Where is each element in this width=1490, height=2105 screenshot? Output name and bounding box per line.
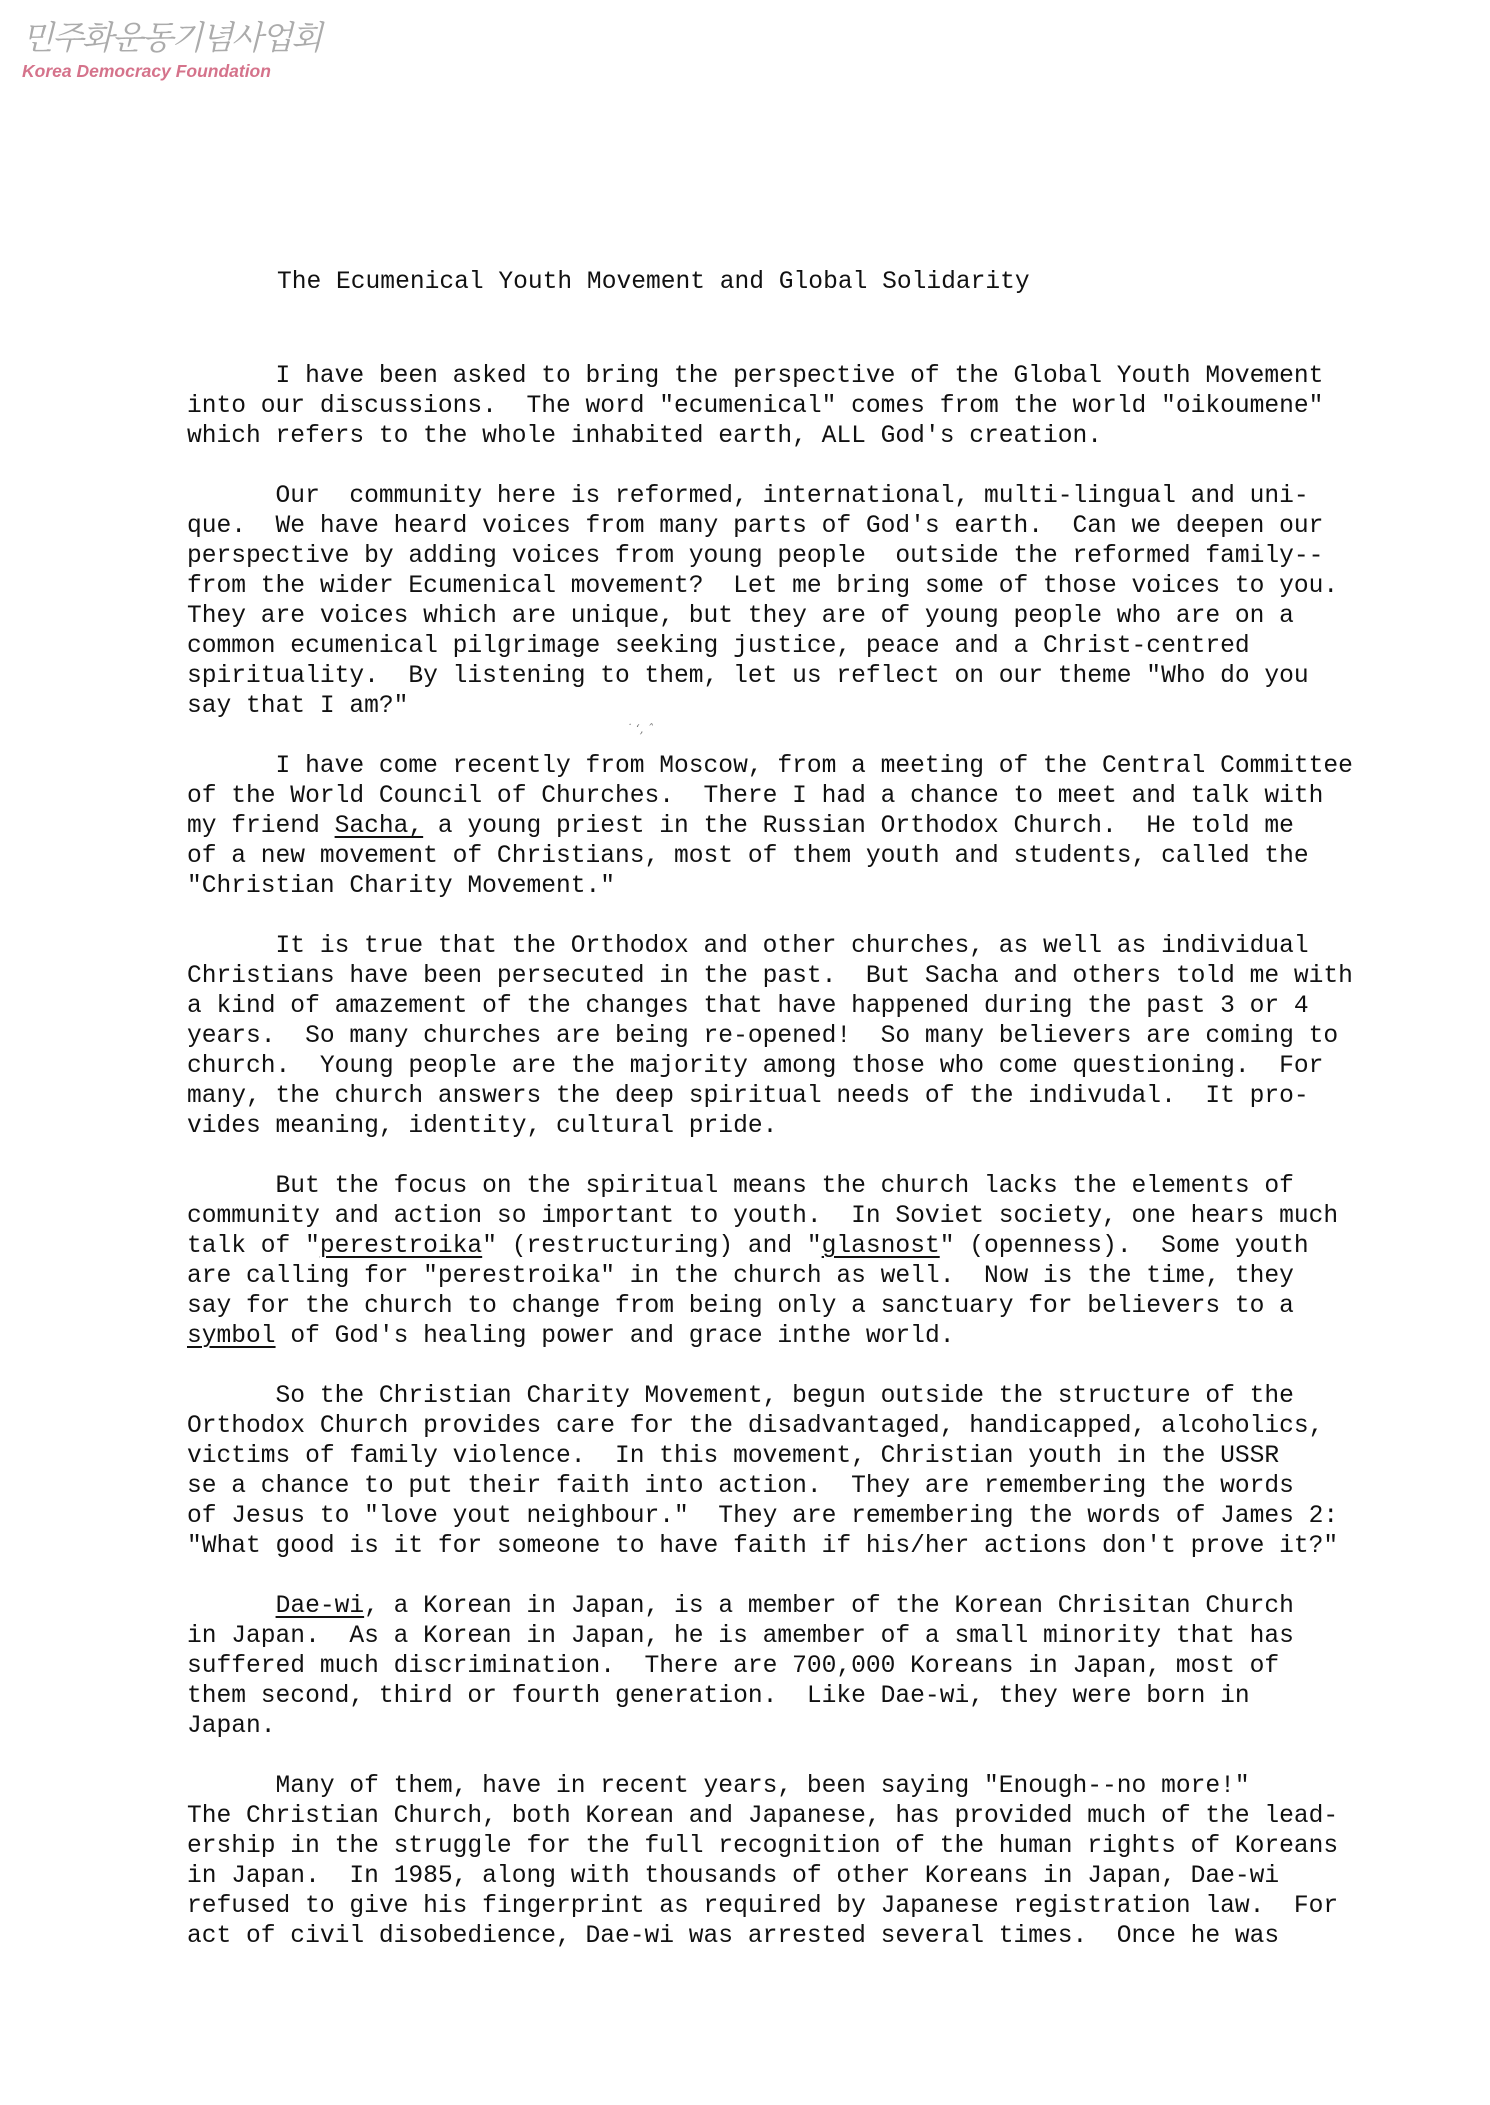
- text-line: [187, 1502, 1447, 1532]
- text-segment: Many of them, have in recent years, been saying "Enough--no more!": [187, 1773, 1250, 1800]
- text-line: [187, 542, 1447, 572]
- text-line: [187, 662, 1447, 692]
- logo-korean-text: 민주화운동기념사업회: [22, 18, 321, 57]
- text-line: [187, 692, 1447, 722]
- text-segment: "What good is it for someone to have faith if his/her actions don't prove it?": [187, 1533, 1339, 1560]
- text-line: [187, 872, 1447, 902]
- underlined-text: symbol: [187, 1323, 276, 1350]
- text-line: [187, 632, 1447, 662]
- text-line: [187, 482, 1447, 512]
- paragraph: [187, 1772, 1447, 1952]
- paragraph: [187, 932, 1447, 1142]
- logo-english-text: Korea Democracy Foundation: [22, 61, 271, 81]
- text-segment: community and action so important to youth. In Soviet society, one hears much: [187, 1203, 1339, 1230]
- text-line: [187, 1532, 1447, 1562]
- text-line: [187, 1382, 1447, 1412]
- text-line: [187, 1802, 1447, 1832]
- text-line: [187, 782, 1447, 812]
- text-line: [187, 1862, 1447, 1892]
- text-segment: Japan.: [187, 1713, 276, 1740]
- text-segment: from the wider Ecumenical movement? Let me bring some of those voices to you.: [187, 573, 1339, 600]
- text-segment: of God's healing power and grace inthe world.: [275, 1323, 955, 1350]
- text-line: [187, 1082, 1447, 1112]
- foundation-logo: [22, 18, 321, 82]
- text-segment: I have come recently from Moscow, from a meeting of the Central Committee: [187, 753, 1353, 780]
- text-line: [187, 512, 1447, 542]
- text-line: [187, 1202, 1447, 1232]
- text-line: [187, 1232, 1447, 1262]
- text-segment: se a chance to put their faith into action. They are remembering the words: [187, 1473, 1294, 1500]
- text-segment: Our community here is reformed, international, multi-lingual and uni-: [187, 483, 1309, 510]
- text-segment: years. So many churches are being re-opened! So many believers are coming to: [187, 1023, 1339, 1050]
- document-body: [187, 362, 1447, 1982]
- text-line: [187, 812, 1447, 842]
- text-segment: [187, 1593, 276, 1620]
- text-segment: a kind of amazement of the changes that have happened during the past 3 or 4: [187, 993, 1309, 1020]
- text-segment: " (openness). Some youth: [939, 1233, 1309, 1260]
- text-segment: common ecumenical pilgrimage seeking justice, peace and a Christ-centred: [187, 633, 1250, 660]
- document-title: The Ecumenical Youth Movement and Global Solidarity: [277, 269, 1030, 296]
- text-line: [187, 1712, 1447, 1742]
- pencil-mark: ˙ ʻ, ˆ: [626, 722, 654, 736]
- text-segment: which refers to the whole inhabited earth, ALL God's creation.: [187, 423, 1103, 450]
- text-line: [187, 1832, 1447, 1862]
- text-segment: suffered much discrimination. There are 700,000 Koreans in Japan, most of: [187, 1653, 1280, 1680]
- underlined-text: glasnost: [821, 1233, 940, 1260]
- paragraph: [187, 362, 1447, 452]
- paragraph: [187, 482, 1447, 722]
- text-line: [187, 1772, 1447, 1802]
- underlined-text: Sacha,: [334, 813, 424, 840]
- text-segment: my friend: [187, 813, 335, 840]
- paragraph: [187, 1592, 1447, 1742]
- text-line: [187, 992, 1447, 1022]
- text-line: [187, 1172, 1447, 1202]
- text-segment: many, the church answers the deep spiritual needs of the indivudal. It pro-: [187, 1083, 1309, 1110]
- text-segment: talk of ": [187, 1233, 320, 1260]
- text-line: [187, 1022, 1447, 1052]
- text-line: [187, 1322, 1447, 1352]
- text-segment: a young priest in the Russian Orthodox Church. He told me: [423, 813, 1294, 840]
- text-segment: say that I am?": [187, 693, 409, 720]
- text-line: [187, 1262, 1447, 1292]
- text-segment: of a new movement of Christians, most of them youth and students, called the: [187, 843, 1309, 870]
- text-line: [187, 932, 1447, 962]
- text-segment: They are voices which are unique, but they are of young people who are on a: [187, 603, 1294, 630]
- text-line: [187, 962, 1447, 992]
- text-segment: of Jesus to "love yout neighbour." They are remembering the words of James 2:: [187, 1503, 1339, 1530]
- paragraph: [187, 1382, 1447, 1562]
- text-line: [187, 1052, 1447, 1082]
- text-segment: "Christian Charity Movement.": [187, 873, 616, 900]
- text-segment: I have been asked to bring the perspective of the Global Youth Movement: [187, 363, 1324, 390]
- text-segment: , a Korean in Japan, is a member of the Korean Chrisitan Church: [364, 1593, 1294, 1620]
- text-line: [187, 1592, 1447, 1622]
- text-segment: Christians have been persecuted in the past. But Sacha and others told me with: [187, 963, 1353, 990]
- text-line: [187, 752, 1447, 782]
- paragraph: [187, 752, 1447, 902]
- text-line: [187, 362, 1447, 392]
- text-line: [187, 1652, 1447, 1682]
- text-line: [187, 572, 1447, 602]
- text-segment: So the Christian Charity Movement, begun outside the structure of the: [187, 1383, 1294, 1410]
- text-segment: The Christian Church, both Korean and Japanese, has provided much of the lead-: [187, 1803, 1339, 1830]
- text-line: [187, 422, 1447, 452]
- underlined-text: Dae-wi: [275, 1593, 365, 1620]
- text-line: [187, 1112, 1447, 1142]
- text-line: [187, 1892, 1447, 1922]
- text-segment: vides meaning, identity, cultural pride.: [187, 1113, 778, 1140]
- text-segment: act of civil disobedience, Dae-wi was arrested several times. Once he was: [187, 1923, 1280, 1950]
- text-segment: refused to give his fingerprint as required by Japanese registration law. For: [187, 1893, 1339, 1920]
- text-segment: church. Young people are the majority among those who come questioning. For: [187, 1053, 1324, 1080]
- paragraph: [187, 1172, 1447, 1352]
- text-line: [187, 1292, 1447, 1322]
- text-segment: It is true that the Orthodox and other churches, as well as individual: [187, 933, 1309, 960]
- text-segment: " (restructuring) and ": [482, 1233, 822, 1260]
- text-line: [187, 1412, 1447, 1442]
- text-segment: into our discussions. The word "ecumenical" comes from the world "oikoumene": [187, 393, 1324, 420]
- text-line: [187, 392, 1447, 422]
- text-segment: Orthodox Church provides care for the disadvantaged, handicapped, alcoholics,: [187, 1413, 1324, 1440]
- text-line: [187, 1472, 1447, 1502]
- text-line: [187, 1442, 1447, 1472]
- text-line: [187, 1682, 1447, 1712]
- text-segment: of the World Council of Churches. There I had a chance to meet and talk with: [187, 783, 1324, 810]
- text-segment: in Japan. As a Korean in Japan, he is amember of a small minority that has: [187, 1623, 1294, 1650]
- text-line: [187, 1922, 1447, 1952]
- text-segment: ership in the struggle for the full recognition of the human rights of Koreans: [187, 1833, 1339, 1860]
- text-segment: say for the church to change from being only a sanctuary for believers to a: [187, 1293, 1294, 1320]
- text-line: [187, 602, 1447, 632]
- text-line: [187, 842, 1447, 872]
- text-segment: perspective by adding voices from young people outside the reformed family--: [187, 543, 1324, 570]
- underlined-text: perestroika: [319, 1233, 483, 1260]
- text-segment: spirituality. By listening to them, let us reflect on our theme "Who do you: [187, 663, 1309, 690]
- text-segment: But the focus on the spiritual means the church lacks the elements of: [187, 1173, 1294, 1200]
- text-segment: in Japan. In 1985, along with thousands of other Koreans in Japan, Dae-wi: [187, 1863, 1280, 1890]
- text-segment: que. We have heard voices from many parts of God's earth. Can we deepen our: [187, 513, 1324, 540]
- text-segment: them second, third or fourth generation. Like Dae-wi, they were born in: [187, 1683, 1250, 1710]
- text-line: [187, 1622, 1447, 1652]
- text-segment: victims of family violence. In this movement, Christian youth in the USSR: [187, 1443, 1280, 1470]
- text-segment: are calling for "perestroika" in the church as well. Now is the time, they: [187, 1263, 1294, 1290]
